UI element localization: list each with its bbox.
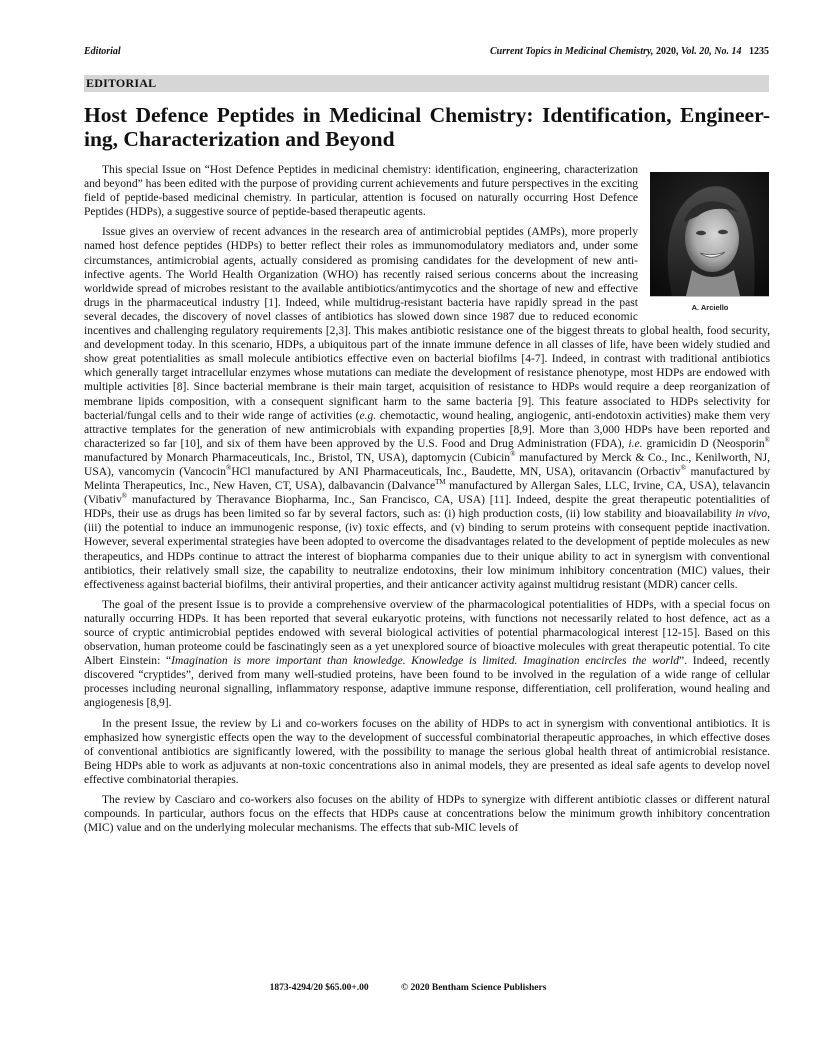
text-run: In the present Issue, the review by Li and co-workers focuses on the ability of HDPs to act in synergism with conventional antibiotics. It is emphasized how synergistic effects open the way to the development of successful combinatorial therapeutic approaches, in which effective doses of conventional antibiotics are significantly lowered, with the possibility to manage the serious global health threat of antimicrobial resistance. Being HDPs able to work as adjuvants at non-toxic concentrations also in animal models, they are presented as ideal safe agents to develop novel effective combinatorial therapies. — [84, 717, 770, 786]
trademark-mark: ® — [121, 492, 128, 501]
trademark-mark: ® — [680, 464, 687, 473]
text-run: manufactured by Merck & Co., Inc., Kenilworth, NJ, USA), vancomycin (Vancocin — [84, 451, 771, 478]
photo-caption: A. Arciello — [691, 303, 729, 312]
text-run: , (iii) the potential to induce an immunogenic response, (iv) toxic effects, and (v) binding to serum proteins with consequent peptide inactivation. However, several experimental strategies have been adopted to overcome the disadvantages related to the development of peptide molecules as new therapeutics, and HDPs continue to attract the interest of biopharma companies due to their unique ability to act in synergism with conventional antibiotics, their relatively small size, the capability to neutralize endotoxins, their low minimum inhibitory concentration (MIC) values, their effectiveness against bacterial biofilms, their antiviral properties, and their anticancer activity against multidrug resistant (MDR) cancer cells. — [84, 508, 770, 591]
article-title: Host Defence Peptides in Medicinal Chemistry: Identification, Engineer-ing, Characterization and Beyond — [84, 103, 770, 151]
body-paragraph — [84, 793, 770, 835]
text-run: The goal of the present Issue is to provide a comprehensive overview of the pharmacological potentialities of HDPs, with a special focus on naturally occurring HDPs. It has been reported that several eukaryotic proteins, with functions not necessarily related to host defence, act as a source of cryptic antimicrobial peptides endowed with several biological activities of potential pharmacological interest [12-15]. Based on this observation, human proteome could be fascinatingly seen as a yet unexplored source of bioactive molecules with great therapeutic potential. To cite Albert Einstein: “ — [84, 598, 770, 668]
trademark-mark: ® — [764, 435, 770, 444]
body-paragraph — [84, 598, 770, 711]
running-head — [84, 46, 769, 60]
issn-price: 1873-4294/20 $65.00+.00 — [269, 983, 369, 993]
journal-year: 2020, — [655, 46, 679, 57]
text-run: manufactured by Monarch Pharmaceuticals, Inc., Bristol, TN, USA), daptomycin (Cubicin — [84, 451, 511, 464]
trademark-mark: ® — [510, 450, 516, 459]
running-head-citation — [490, 46, 769, 57]
body-paragraph — [84, 717, 770, 787]
italic-text: Imagination is more important than knowledge. Knowledge is limited. Imagination encircles the world — [171, 655, 680, 668]
editor-photo-figure — [650, 172, 770, 318]
text-run: Issue gives an overview of recent advances in the research area of antimicrobial peptides (AMPs), more properly named host defence peptides (HDPs) to better reflect their roles as immunomodulatory mediators and, under some circumstances, antimicrobial agents, actually considered as promising candidates for the development of new anti-infective agents. The World Health Organization (WHO) has recently raised serious concerns about the increasing worldwide spread of microbes resistant to the available antibiotics/antimycotics and the shortage of new and effective drugs in the pharmaceutical industry [1]. Indeed, while multidrug-resistant bacteria have rapidly spread in the past several decades, the discovery of novel classes of antibiotics has slowed down since 1987 due to reduced economic incentives and challenging regulatory requirements [2,3]. This makes antibiotic resistance one of the biggest threats to global health, food security, and development today. In this scenario, HDPs, a ubiquitous part of the innate immune defence in all classes of life, have been widely studied and show great potentialities as small molecule antibiotics effective even on bacterial biofilms [4-7]. Indeed, in contrast with traditional antibiotics which generally target intracellular enzymes whose mutations can mediate the development of resistance phenotype, most HDPs are endowed with multiple activities [8]. Since bacterial membrane is their main target, acquisition of resistance to HDPs would require a deep reorganization of membrane lipids composition, with a consequent significant harm to the same bacteria [9]. This feature associated to HDPs selectivity for bacterial/fungal cells and to their wide range of activities ( — [84, 226, 770, 422]
text-run: HCl manufactured by ANI Pharmaceuticals, Inc., Baudette, MN, USA), oritavancin (Orbactiv — [231, 465, 681, 478]
journal-name: Current Topics in Medicinal Chemistry, — [489, 46, 654, 57]
text-run: The review by Casciaro and co-workers also focuses on the ability of HDPs to synergize with different antibiotic classes or different natural compounds. In particular, authors focus on the effects that HDPs cause at concentrations below the minimum growth inhibitory concentration (MIC) value and on the underlying molecular mechanisms. The effects that sub-MIC levels of — [84, 794, 770, 835]
trademark-mark: TM — [435, 478, 446, 487]
portrait-image — [650, 172, 769, 296]
italic-text: i.e. — [628, 437, 643, 450]
italic-text: in vivo — [735, 508, 768, 521]
running-head-section: Editorial — [84, 46, 121, 57]
article-body — [84, 163, 770, 841]
text-run: gramicidin D (Neosporin — [642, 437, 765, 450]
text-run: manufactured by Melinta Therapeutics, Inc., New Haven, CT, USA), dalbavancin (Dalvance — [84, 465, 770, 493]
italic-text: e.g. — [359, 409, 377, 422]
text-run: manufactured by Allergan Sales, LLC, Irvine, CA, USA), telavancin (Vibativ — [84, 480, 770, 507]
text-run: chemotactic, wound healing, angiogenic, anti-endotoxin activities) make them very attractive templates for the generation of new antimicrobials with expanding properties [8,9]. More than 3,000 HDPs have been reported and characterized so far [10], and six of them have been approved by the U.S. Food and Drug Administration (FDA), — [84, 409, 770, 450]
editor-photo — [650, 172, 769, 297]
text-run: manufactured by Theravance Biopharma, Inc., San Francisco, CA, USA) [11]. Indeed, despite the great therapeutic potentialities of HDPs, their use as drugs has been limited so far by several factors, such as: (i) high production costs, (ii) low stability and bioavailability — [84, 494, 770, 521]
page-footer — [0, 983, 816, 993]
journal-volume: Vol. 20, No. 14 — [680, 46, 742, 57]
section-label: EDITORIAL — [84, 75, 769, 92]
copyright-notice: © 2020 Bentham Science Publishers — [401, 983, 547, 993]
text-run: This special Issue on “Host Defence Peptides in medicinal chemistry: identification, engineering, characterization and beyond” has been edited with the purpose of providing current achievements and future perspectives in the exciting field of peptide-based medicinal chemistry. In particular, attention is focused on naturally occurring Host Defence Peptides (HDPs), a suggestive source of peptide-based therapeutic agents. — [84, 164, 638, 219]
page-number: 1235 — [749, 46, 769, 57]
trademark-mark: ® — [226, 464, 232, 473]
text-run: ”. Indeed, recently discovered “cryptides”, derived from many well-studied proteins, have been found to be involved in the regulation of a wide range of cellular processes including neuronal signalling, inflammatory response, adaptive immune response, differentiation, cell proliferation, wound healing and angiogenesis [8,9]. — [84, 655, 770, 710]
